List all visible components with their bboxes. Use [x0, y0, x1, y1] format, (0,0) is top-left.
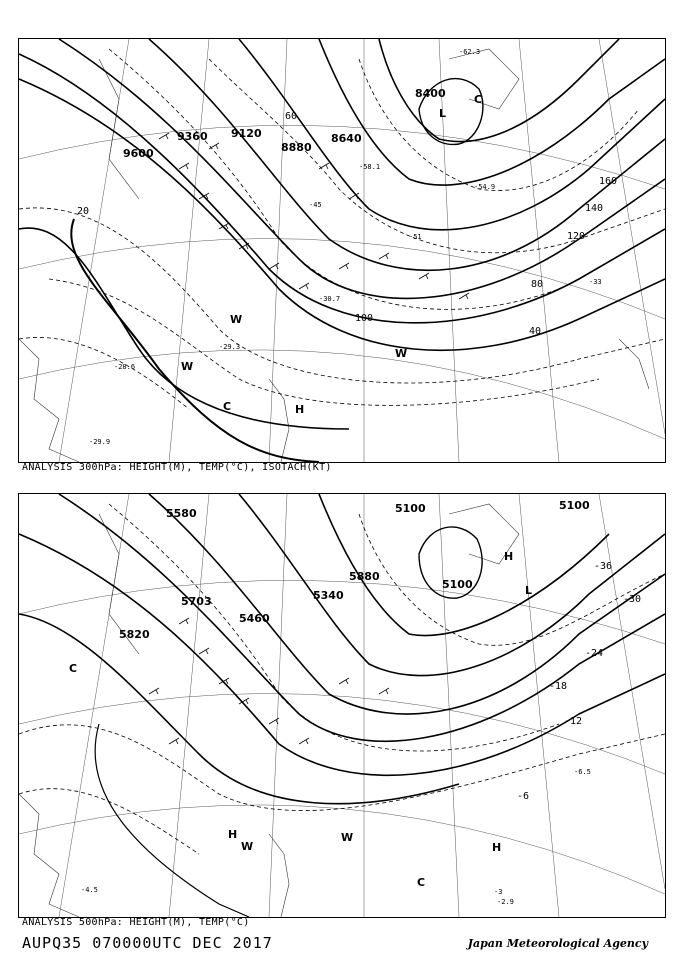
- warm-marker: W: [230, 313, 243, 326]
- height-label: 8880: [281, 141, 312, 154]
- isotherm-label: -24: [585, 648, 604, 659]
- jet-axis: [71, 219, 319, 462]
- temp-label: -29.9: [89, 438, 111, 446]
- warm-marker: W: [241, 840, 254, 853]
- chart-500hpa-map: [19, 494, 665, 917]
- temp-label: -58.1: [359, 163, 381, 171]
- low-pressure-marker: L: [439, 107, 447, 120]
- height-label: 9360: [177, 130, 208, 143]
- wind-barbs: [159, 133, 469, 299]
- high-pressure-marker: H: [492, 841, 502, 854]
- temp-label: -62.3: [459, 48, 481, 56]
- temp-label: -3: [494, 888, 503, 896]
- temp-label: -4.5: [81, 886, 98, 894]
- grid-lines: [19, 39, 665, 462]
- height-label: 9600: [123, 147, 154, 160]
- isotach-label: 120: [567, 231, 586, 242]
- chart-300hpa-caption: ANALYSIS 300hPa: HEIGHT(M), TEMP(°C), ISOTACH(KT): [22, 462, 332, 473]
- chart-500hpa: [18, 493, 666, 918]
- cold-marker: C: [474, 93, 483, 106]
- bulletin-code: AUPQ35 070000UTC DEC 2017: [22, 934, 273, 952]
- warm-marker: W: [395, 347, 408, 360]
- warm-marker: W: [181, 360, 194, 373]
- height-label: 5820: [119, 628, 150, 641]
- grid-lines: [19, 494, 665, 917]
- temp-label: -51: [409, 233, 422, 241]
- isotherm-label: -12: [564, 716, 583, 727]
- isotach-lines: [19, 49, 665, 409]
- high-pressure-marker: H: [504, 550, 514, 563]
- height-label: 5880: [349, 570, 380, 583]
- temp-label: -28.6: [114, 363, 136, 371]
- temp-label: -29.3: [219, 343, 241, 351]
- height-label: 8640: [331, 132, 362, 145]
- isotherm-label: -30: [623, 594, 642, 605]
- temp-label: -6.5: [574, 768, 591, 776]
- cold-marker: C: [69, 662, 78, 675]
- height-label: 9120: [231, 127, 262, 140]
- isotach-label: 100: [355, 313, 374, 324]
- ridge-contour: [95, 724, 249, 917]
- isotach-label: 40: [529, 326, 542, 337]
- isotach-label: 160: [599, 176, 618, 187]
- isotach-label: 60: [285, 111, 298, 122]
- isotach-label: 20: [77, 206, 90, 217]
- isotherm-lines: [19, 504, 665, 854]
- height-label: 5100: [559, 499, 590, 512]
- wind-barbs: [149, 618, 389, 744]
- height-label: 5100: [442, 578, 473, 591]
- height-label: 5580: [166, 507, 197, 520]
- temp-label: -54.9: [474, 183, 496, 191]
- temp-label: -33: [589, 278, 602, 286]
- warm-marker: W: [341, 831, 354, 844]
- cold-marker: C: [223, 400, 232, 413]
- isotherm-label: -36: [594, 561, 613, 572]
- high-pressure-marker: H: [295, 403, 305, 416]
- isotach-label: 140: [585, 203, 604, 214]
- isotherm-label: -6: [517, 791, 530, 802]
- height-label: 8400: [415, 87, 446, 100]
- chart-300hpa: [18, 38, 666, 463]
- temp-label: -45: [309, 201, 322, 209]
- temp-label: -2.9: [497, 898, 514, 906]
- cold-marker: C: [417, 876, 426, 889]
- height-label: 5100: [395, 502, 426, 515]
- agency-name: Japan Meteorological Agency: [467, 937, 648, 950]
- height-label: 5703: [181, 595, 212, 608]
- height-label: 5340: [313, 589, 344, 602]
- isotach-label: 80: [531, 279, 544, 290]
- temp-label: -30.7: [319, 295, 341, 303]
- height-label: 5460: [239, 612, 270, 625]
- isotherm-label: -18: [549, 681, 568, 692]
- chart-500hpa-caption: ANALYSIS 500hPa: HEIGHT(M), TEMP(°C): [22, 917, 250, 928]
- low-pressure-marker: L: [525, 584, 533, 597]
- high-pressure-marker: H: [228, 828, 238, 841]
- chart-300hpa-map: [19, 39, 665, 462]
